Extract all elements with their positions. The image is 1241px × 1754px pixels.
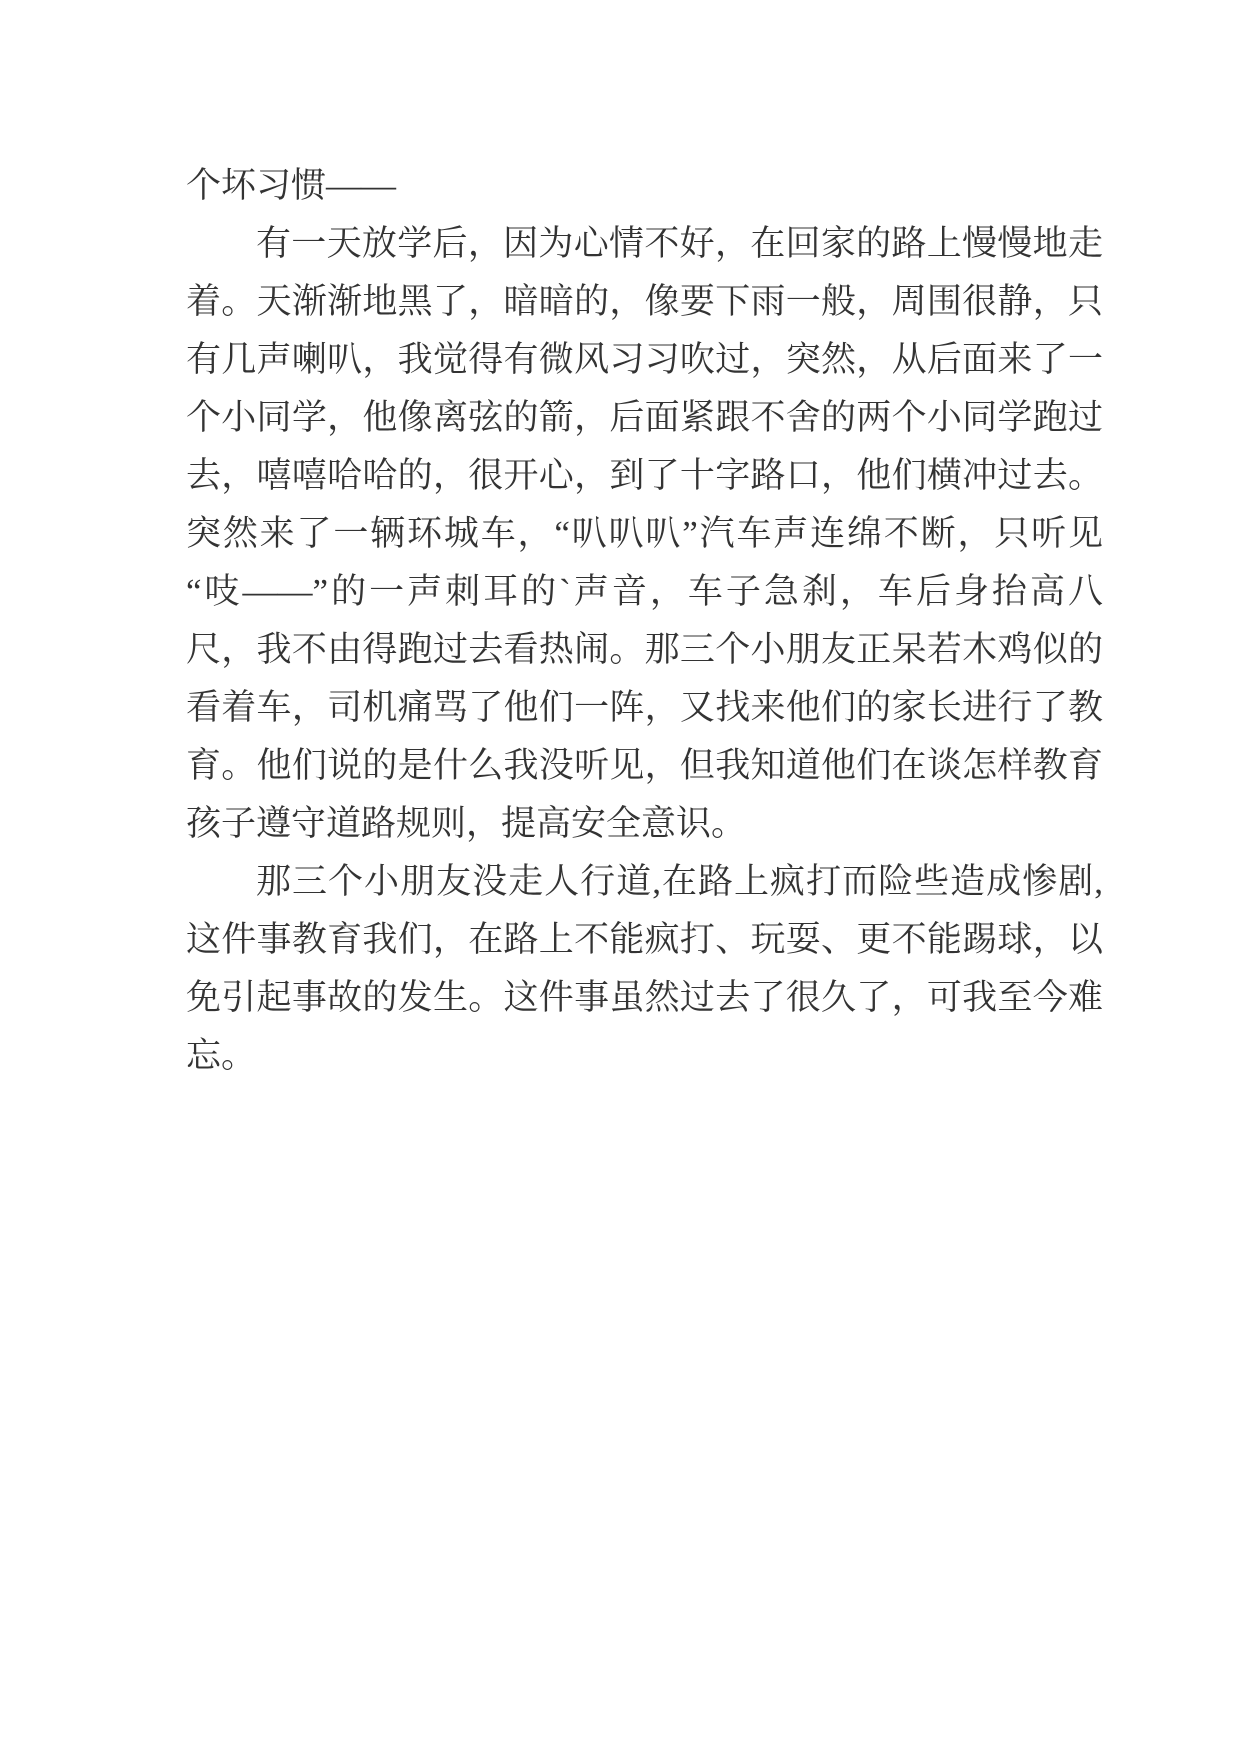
essay-line: 这件事教育我们，在路上不能疯打、玩耍、更不能踢球，以: [186, 920, 1103, 959]
essay-line: “吱——”的一声刺耳的`声音，车子急刹，车后身抬高八: [186, 572, 1103, 611]
essay-line: 去，嘻嘻哈哈的，很开心，到了十字路口，他们横冲过去。: [186, 456, 1103, 495]
essay-line: 个小同学，他像离弦的箭，后面紧跟不舍的两个小同学跑过: [186, 398, 1103, 437]
essay-line: 有几声喇叭，我觉得有微风习习吹过，突然，从后面来了一: [186, 340, 1103, 379]
essay-line: 免引起事故的发生。这件事虽然过去了很久了，可我至今难: [186, 978, 1103, 1017]
essay-line: 那三个小朋友没走人行道,在路上疯打而险些造成惨剧,: [256, 862, 1103, 901]
essay-line: 尺，我不由得跑过去看热闹。那三个小朋友正呆若木鸡似的: [186, 630, 1103, 669]
essay-line: 忘。: [186, 1036, 257, 1075]
essay-line: 个坏习惯——: [186, 166, 397, 205]
essay-line: 看着车，司机痛骂了他们一阵，又找来他们的家长进行了教: [186, 688, 1103, 727]
essay-line: 着。天渐渐地黑了，暗暗的，像要下雨一般，周围很静，只: [186, 282, 1103, 321]
essay-line: 育。他们说的是什么我没听见，但我知道他们在谈怎样教育: [186, 746, 1103, 785]
essay-line: 突然来了一辆环城车，“叭叭叭”汽车声连绵不断，只听见: [186, 514, 1103, 553]
essay-line: 有一天放学后，因为心情不好，在回家的路上慢慢地走: [256, 224, 1103, 263]
essay-line: 孩子遵守道路规则，提高安全意识。: [186, 804, 747, 843]
essay-text-block: [186, 157, 1103, 1085]
